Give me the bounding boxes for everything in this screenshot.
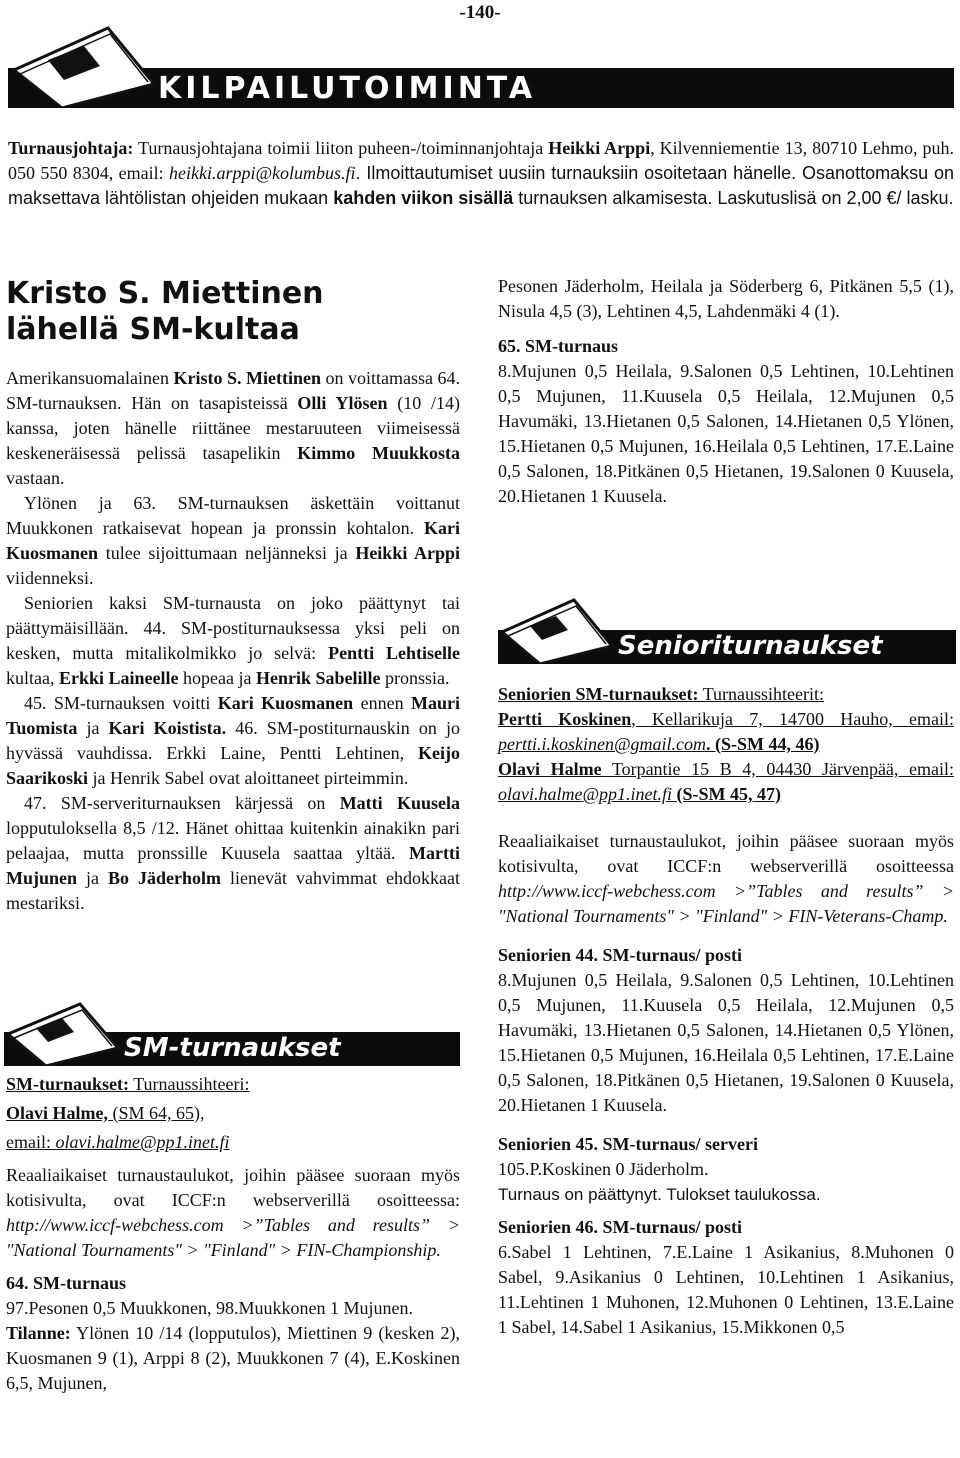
s45-note: Turnaus on päättynyt. Tulokset taulukossa. — [498, 1185, 821, 1204]
s44-results: 8.Mujunen 0,5 Heilala, 9.Salonen 0,5 Lehtinen, 10.Lehtinen 0,5 Mujunen, 11.Kuusela 0,5 Heilala, 12.Mujunen 0,5 Havumäki, 13.Hietanen 0,5 Salonen, 14.Hietanen 0,5 Ylönen, 15.Hietanen 0,5 Mujunen, 16.Heilala 0,5 Lehtinen, 17.E.Laine 0,5 Salonen, 18.Pitkänen 0,5 Hietanen, 19.Salonen 0 Kuusela, 20.Hietanen 1 Kuusela. — [498, 970, 954, 1115]
senior-section — [498, 682, 954, 1340]
paper-sheet-icon — [4, 1000, 124, 1066]
t64-results: 97.Pesonen 0,5 Muukkonen, 98.Muukkonen 1 Mujunen. — [6, 1298, 413, 1318]
director-email[interactable]: heikki.arppi@kolumbus.fi — [169, 163, 356, 183]
page-number: -140- — [459, 2, 501, 23]
sm-info: Reaaliaikaiset turnaustaulukot, joihin pääsee suoraan myös kotisivulta, ovat ICCF:n webserverillä osoitteessa: http://www.iccf-webchess.com >”Tables and results” > "National Tournaments" > "Finland" > FIN-Championship. — [6, 1165, 460, 1260]
intro-text: . Ilmoittautumiset uusiin turnauksiin osoitetaan hänelle. Osanottomaksu on maksettava lähtölistan ohjeiden mukaan — [8, 163, 954, 208]
standing-continued: Pesonen Jäderholm, Heilala ja Söderberg 6, Pitkänen 5,5 (1), Nisula 4,5 (3), Lehtinen 4,5, Lahdenmäki 4 (1). — [498, 276, 954, 321]
banner-title: KILPAILUTOIMINTA — [158, 71, 537, 106]
senior-info: Reaaliaikaiset turnaustaulukot, joihin pääsee suoraan myös kotisivulta, ovat ICCF:n webserverillä osoitteessa http://www.iccf-webchess.com >”Tables and results” > "National Tournaments" > "Finland" > FIN-Veterans-Champ. — [498, 831, 954, 926]
t65-title: 65. SM-turnaus — [498, 336, 619, 356]
paper-sheet-icon — [8, 22, 158, 108]
headline-line: Kristo S. Miettinen — [6, 276, 324, 311]
right-column — [498, 274, 954, 509]
intro-text: , Kilvenniementie 13, 80710 Lehmo, puh. 050 550 8304, email: — [8, 138, 955, 183]
s44-title: Seniorien 44. SM-turnaus/ posti — [498, 945, 743, 965]
senior-secretaries: Seniorien SM-turnaukset: Turnaussihteerit: — [498, 684, 825, 704]
kilpailutoiminta-banner — [8, 22, 954, 108]
s46-results: 6.Sabel 1 Lehtinen, 7.E.Laine 1 Asikanius, 8.Muhonen 0 Sabel, 9.Asikanius 0 Lehtinen, 10.Lehtinen 1 Asikanius, 11.Lehtinen 1 Muhonen, 12.Muhonen 0 Lehtinen, 13.E.Laine 1 Sabel, 14.Sabel 1 Asikanius, 15.Mikkonen 0,5 — [498, 1242, 954, 1337]
left-column — [6, 276, 460, 916]
s45-title: Seniorien 45. SM-turnaus/ serveri — [498, 1134, 758, 1154]
t64-standing: Tilanne: Ylönen 10 /14 (lopputulos), Miettinen 9 (kesken 2), Kuosmanen 9 (1), Arppi 8 (2), Muukkonen 7 (4), E.Koskinen 6,5, Mujunen, — [6, 1323, 460, 1393]
article-paragraph: 47. SM-serveriturnauksen kärjessä on Matti Kuusela lopputuloksella 8,5 /12. Hänet ohittaa kuitenkin ainakikn pari pelaajaa, mutta pronssille Kuusela saattaa yltää. Martti Mujunen ja Bo Jäderholm lienevät vahvimmat ehdokkaat mestariksi. — [6, 793, 460, 913]
s45-result: 105.P.Koskinen 0 Jäderholm. — [498, 1159, 709, 1179]
sm-secretary-name: Olavi Halme, (SM 64, 65), — [6, 1103, 205, 1123]
halme-email[interactable]: olavi.halme@pp1.inet.fi — [498, 784, 673, 804]
secretary-halme: Olavi Halme Torpantie 15 B 4, 04430 Järvenpää, email: olavi.halme@pp1.inet.fi (S-SM 45, 47) — [498, 759, 954, 804]
article-paragraph: 45. SM-turnauksen voitti Kari Kuosmanen ennen Mauri Tuomista ja Kari Koistista. 46. SM-postiturnauskin on jo hyvässä vauhdissa. Erkki Laine, Pentti Lehtinen, Keijo Saarikoski ja Henrik Sabel ovat aloittaneet pirteimmin. — [6, 693, 460, 788]
article-paragraph: Amerikansuomalainen Kristo S. Miettinen on voittamassa 64. SM-turnauksen. Hän on tasapisteissä Olli Ylösen (10 /14) kanssa, joten hänelle riittänee mestaruuteen viimeisessä keskeneräisessä pelissä tasapelikin Kimmo Muukkosta vastaan. — [6, 368, 461, 488]
intro-text: turnauksen alkamisesta. Laskutuslisä on 2,00 €/ lasku. — [513, 188, 954, 208]
koskinen-email[interactable]: pertti.i.koskinen@gmail.com — [498, 734, 707, 754]
senioriturnaukset-banner — [498, 596, 956, 664]
sm-email[interactable]: email: olavi.halme@pp1.inet.fi — [6, 1132, 230, 1152]
intro-bold: kahden viikon sisällä — [333, 188, 514, 208]
t64-title: 64. SM-turnaus — [6, 1273, 127, 1293]
intro-label: Turnausjohtaja: — [8, 138, 134, 158]
sm-section — [6, 1072, 460, 1396]
tournament-director-info — [8, 136, 954, 211]
headline-line: lähellä SM-kultaa — [6, 312, 300, 347]
t65-results: 8.Mujunen 0,5 Heilala, 9.Salonen 0,5 Lehtinen, 10.Lehtinen 0,5 Mujunen, 11.Kuusela 0,5 Heilala, 12.Mujunen 0,5 Havumäki, 13.Hietanen 0,5 Salonen, 14.Hietanen 0,5 Ylönen, 15.Hietanen 0,5 Mujunen, 16.Heilala 0,5 Lehtinen, 17.E.Laine 0,5 Salonen, 18.Pitkänen 0,5 Hietanen, 19.Salonen 0 Kuusela, 20.Hietanen 1 Kuusela. — [498, 361, 954, 506]
banner-title: SM-turnaukset — [124, 1033, 341, 1063]
s46-title: Seniorien 46. SM-turnaus/ posti — [498, 1217, 743, 1237]
article-paragraph: Ylönen ja 63. SM-turnauksen äskettäin voittanut Muukkonen ratkaisevat hopean ja pronssin kohtalon. Kari Kuosmanen tulee sijoittumaan neljänneksi ja Heikki Arppi viidenneksi. — [6, 493, 461, 588]
article-paragraph: Seniorien kaksi SM-turnausta on joko päättynyt tai päättymäisillään. 44. SM-postiturnauksessa yksi peli on kesken, mutta mitalikolmikko jo selvä: Pentti Lehtiselle kultaa, Erkki Laineelle hopeaa ja Henrik Sabelille pronssia. — [6, 593, 460, 688]
paper-sheet-icon — [498, 596, 618, 664]
banner-title: Senioriturnaukset — [618, 631, 883, 661]
sm-turnaukset-banner — [4, 1000, 460, 1066]
secretary-koskinen: Pertti Koskinen, Kellarikuja 7, 14700 Hauho, email: pertti.i.koskinen@gmail.com. (S-SM 44, 46) — [498, 709, 955, 754]
intro-text: Turnausjohtajana toimii liiton puheen-/toiminnanjohtaja — [133, 138, 549, 158]
article-headline — [6, 276, 460, 348]
sm-secretary: SM-turnaukset: Turnaussihteeri: — [6, 1074, 250, 1094]
director-name: Heikki Arppi — [548, 138, 651, 158]
